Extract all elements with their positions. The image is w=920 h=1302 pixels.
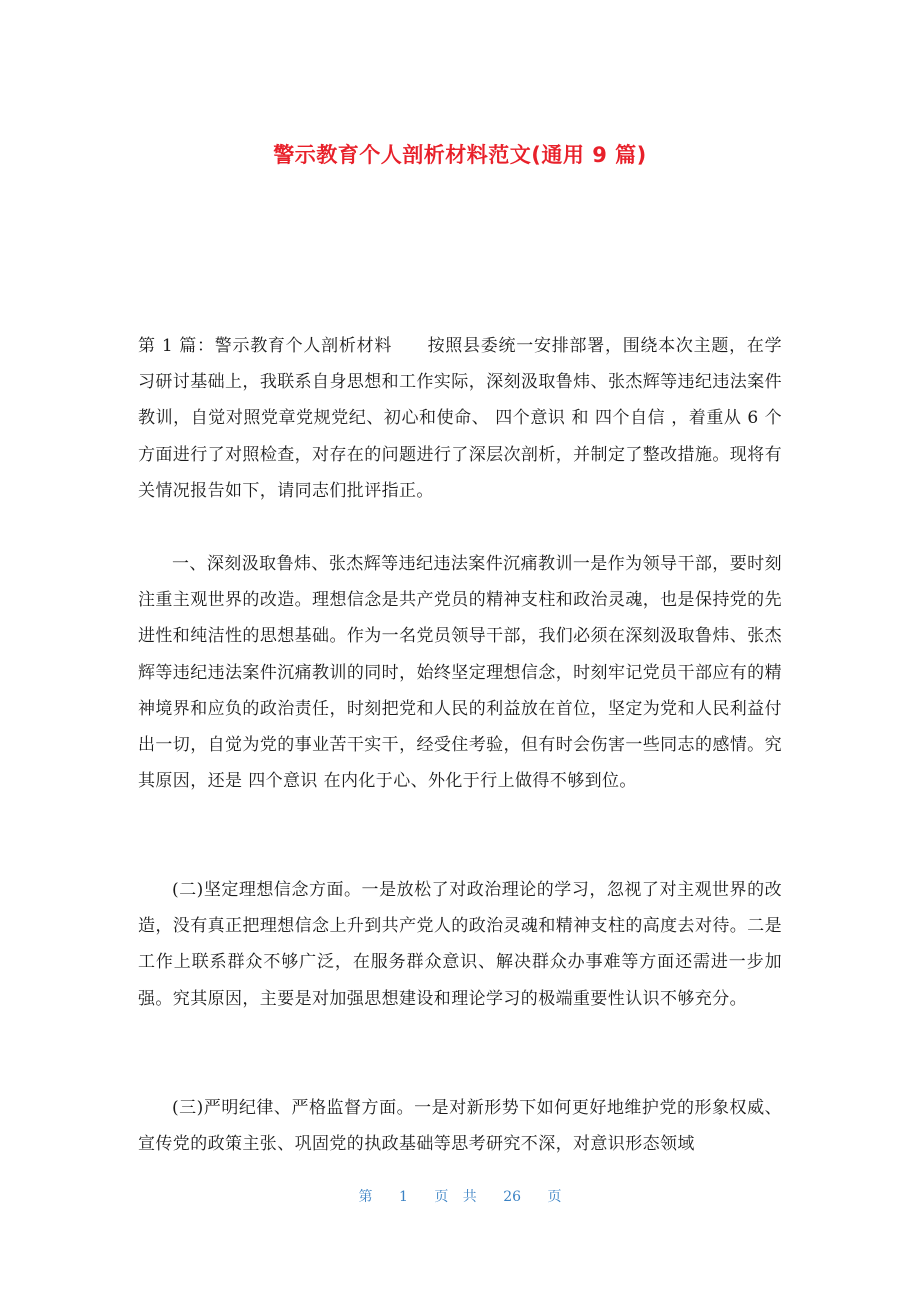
paragraph-section-2: (二)坚定理想信念方面。一是放松了对政治理论的学习，忽视了对主观世界的改造，没有真正把理想信念上升到共产党人的政治灵魂和精神支柱的高度去对待。二是工作上联系群众不够广泛，在服务群众意识、解决群众办事难等方面还需进一步加强。究其原因，主要是对加强思想建设和理论学习的极端重要性认识不够充分。 <box>138 880 782 1009</box>
paragraph-section-3: (三)严明纪律、严格监督方面。一是对新形势下如何更好地维护党的形象权威、宣传党的政策主张、巩固党的执政基础等思考研究不深，对意识形态领域 <box>138 1098 782 1155</box>
page-footer <box>0 1186 920 1206</box>
paragraph-section-1: 一、深刻汲取鲁炜、张杰辉等违纪违法案件沉痛教训一是作为领导干部，要时刻注重主观世界的改造。理想信念是共产党员的精神支柱和政治灵魂，也是保持党的先进性和纯洁性的思想基础。作为一名党员领导干部，我们必须在深刻汲取鲁炜、张杰辉等违纪违法案件沉痛教训的同时，始终坚定理想信念，时刻牢记党员干部应有的精神境界和应负的政治责任，时刻把党和人民的利益放在首位，坚定为党和人民利益付出一切，自觉为党的事业苦干实干，经受住考验，但有时会伤害一些同志的感情。究其原因，还是 四个意识 在内化于心、外化于行上做得不够到位。 <box>138 554 782 792</box>
paragraph-intro: 第 1 篇：警示教育个人剖析材料 按照县委统一安排部署，围绕本次主题，在学习研讨基础上，我联系自身思想和工作实际，深刻汲取鲁炜、张杰辉等违纪违法案件教训，自觉对照党章党规党纪、初心和使命、 四个意识 和 四个自信 ，着重从 6 个方面进行了对照检查，对存在的问题进行了深层次剖析，并制定了整改措施。现将有关情况报告如下，请同志们批评指正。 <box>138 336 782 501</box>
footer-total-pages: 26 <box>503 1189 522 1205</box>
footer-prefix: 第 <box>358 1189 373 1205</box>
footer-mid: 页 共 <box>434 1189 477 1205</box>
document-title: 警示教育个人剖析材料范文(通用 9 篇) <box>273 143 647 167</box>
footer-suffix: 页 <box>547 1189 562 1205</box>
footer-current-page: 1 <box>398 1189 408 1205</box>
